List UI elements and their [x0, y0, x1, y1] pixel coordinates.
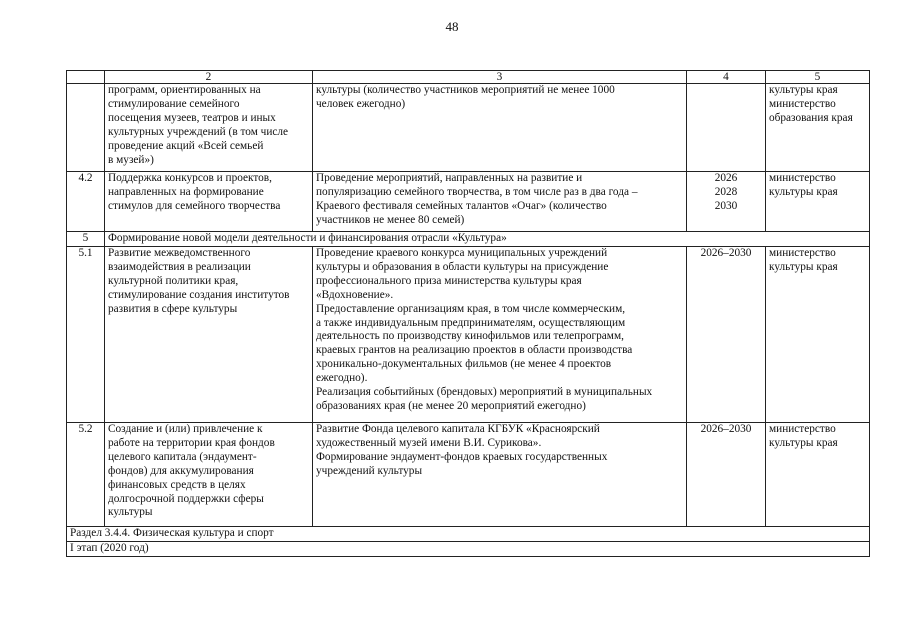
activity-cell: Проведение мероприятий, направленных на развитие и популяризацию семейного творчества, в том числе раз в два года – Краевого фестиваля семейных талантов «Очаг» (количество участников не менее 80 семей): [313, 172, 687, 232]
activity-cell: Проведение краевого конкурса муниципальных учреждений культуры и образования в области культуры на присуждение профессионального приза министерства культуры края «Вдохновение». Предоставление организациям края, в том числе коммерческим, а также индивидуальным предпринимателям, осуществляющим деятельность по производству кинофильмов или телепрограмм, краевых грантов на реализацию проектов в области производства хроникально-документальных фильмов (не менее 4 проектов ежегодно). Реализация событийных (брендовых) мероприятий в муниципальных образованиях края (не менее 20 мероприятий ежегодно): [313, 247, 687, 423]
years-cell: [687, 84, 766, 172]
header-cell-2: 2: [105, 71, 313, 84]
table-row: [67, 423, 870, 527]
years-cell: 2026–2030: [687, 247, 766, 423]
header-cell-3: 3: [313, 71, 687, 84]
row-number: 5: [67, 232, 105, 247]
stage-heading: I этап (2020 год): [67, 542, 870, 557]
responsible-cell: министерство культуры края: [766, 172, 870, 232]
responsible-cell: культуры края министерство образования края: [766, 84, 870, 172]
stage-row: [67, 542, 870, 557]
table-row: [67, 247, 870, 423]
years-cell: 2026 2028 2030: [687, 172, 766, 232]
section-title: Формирование новой модели деятельности и финансирования отрасли «Культура»: [105, 232, 870, 247]
task-cell: программ, ориентированных на стимулирование семейного посещения музеев, театров и иных культурных учреждений (в том числе проведение акций «Всей семьей в музей»): [105, 84, 313, 172]
page-number: 48: [445, 19, 459, 34]
task-cell: Создание и (или) привлечение к работе на территории края фондов целевого капитала (эндаумент- фондов) для аккумулирования финансовых средств в целях долгосрочной поддержки сферы культуры: [105, 423, 313, 527]
header-cell-5: 5: [766, 71, 870, 84]
activity-cell: Развитие Фонда целевого капитала КГБУК «Красноярский художественный музей имени В.И. Сурикова». Формирование эндаумент-фондов краевых государственных учреждений культуры: [313, 423, 687, 527]
responsible-cell: министерство культуры края: [766, 423, 870, 527]
header-cell-1: [67, 71, 105, 84]
row-number: 5.2: [67, 423, 105, 527]
section-row: [67, 232, 870, 247]
plan-table: [66, 70, 870, 557]
table-row: [67, 84, 870, 172]
section-heading: Раздел 3.4.4. Физическая культура и спорт: [67, 527, 870, 542]
row-number: [67, 84, 105, 172]
header-cell-4: 4: [687, 71, 766, 84]
activity-cell: культуры (количество участников мероприятий не менее 1000 человек ежегодно): [313, 84, 687, 172]
task-cell: Развитие межведомственного взаимодействия в реализации культурной политики края, стимулирование создания институтов развития в сфере культуры: [105, 247, 313, 423]
section-heading-row: [67, 527, 870, 542]
years-cell: 2026–2030: [687, 423, 766, 527]
table-header-row: [67, 71, 870, 84]
task-cell: Поддержка конкурсов и проектов, направленных на формирование стимулов для семейного творчества: [105, 172, 313, 232]
row-number: 5.1: [67, 247, 105, 423]
responsible-cell: министерство культуры края: [766, 247, 870, 423]
table-row: [67, 172, 870, 232]
row-number: 4.2: [67, 172, 105, 232]
